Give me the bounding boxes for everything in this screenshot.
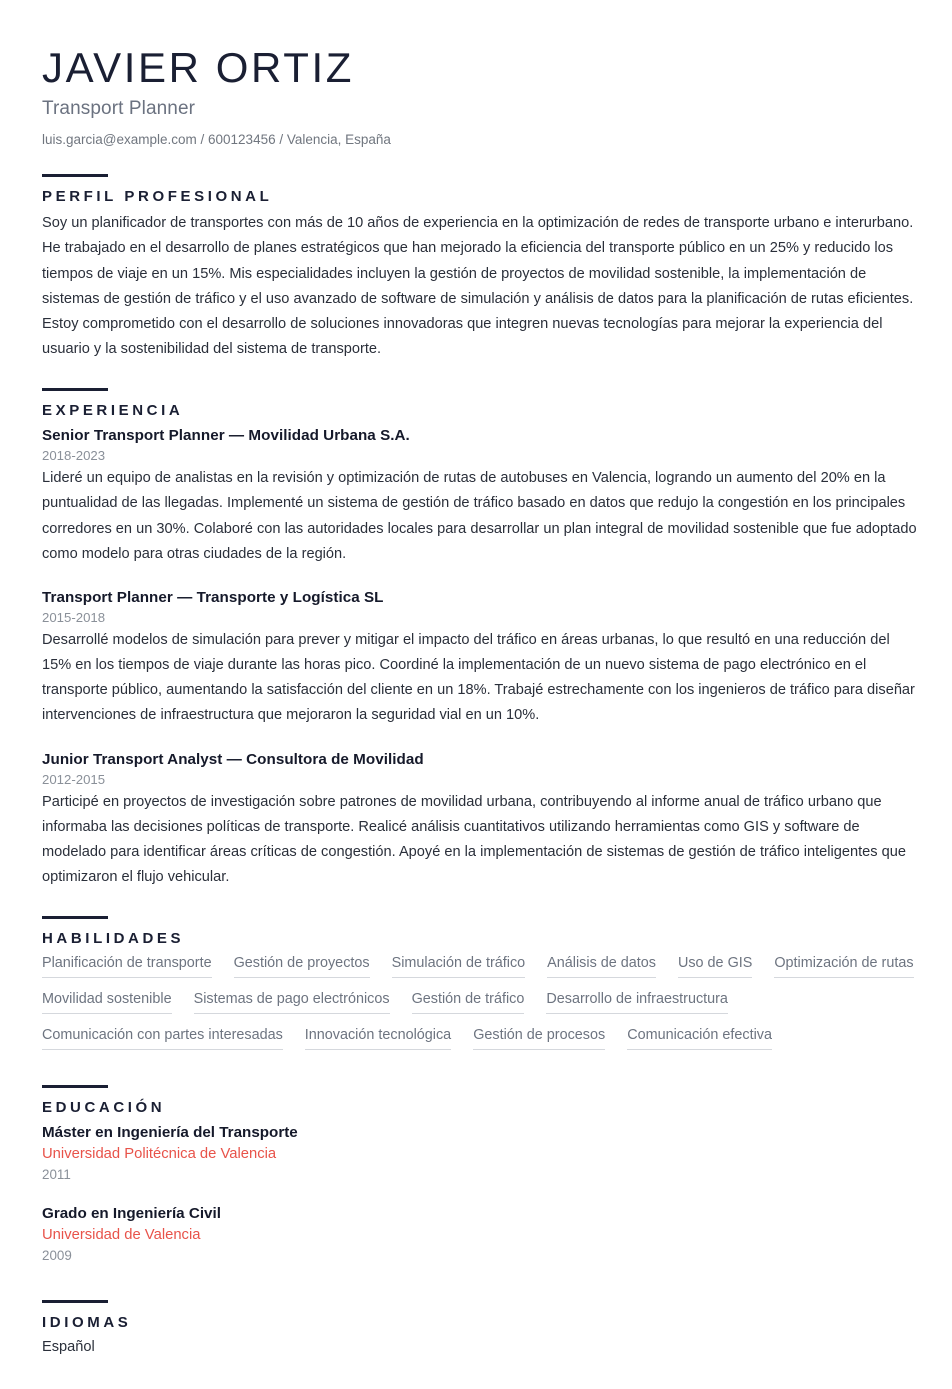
contact-line: luis.garcia@example.com / 600123456 / Valencia, España <box>42 131 391 147</box>
candidate-role: Transport Planner <box>42 98 196 120</box>
section-education <box>42 1085 920 1266</box>
section-title-profile: PERFIL PROFESIONAL <box>42 188 273 206</box>
skill-tag: Uso de GIS <box>678 953 752 978</box>
experience-entry <box>42 749 920 891</box>
education-year: 2009 <box>42 1248 72 1264</box>
skill-tag: Comunicación efectiva <box>627 1025 772 1050</box>
education-degree: Máster en Ingeniería del Transporte <box>42 1123 298 1141</box>
section-experience <box>42 388 920 890</box>
skill-tag: Gestión de proyectos <box>234 953 370 978</box>
job-title: Senior Transport Planner — Movilidad Urbana S.A. <box>42 426 410 444</box>
profile-summary-text: Soy un planificador de transportes con más de 10 años de experiencia en la optimización de redes de transporte urbano e interurbano. He trabajado en el desarrollo de planes estratégicos que han mejorado la eficiencia del transporte público en un 25% y reducido los tiempos de viaje en un 15%. Mis especialidades incluyen la gestión de proyectos de movilidad sostenible, la implementación de sistemas de gestión de tráfico y el uso avanzado de software de simulación y análisis de datos para la planificación de rutas eficientes. Estoy comprometido con el desarrollo de soluciones innovadoras que integren nuevas tecnologías para mejorar la experiencia del usuario y la sostenibilidad del sistema de transporte. <box>42 215 914 357</box>
skill-tag: Simulación de tráfico <box>392 953 526 978</box>
job-title: Junior Transport Analyst — Consultora de Movilidad <box>42 750 424 768</box>
education-year: 2011 <box>42 1167 71 1183</box>
skill-tag: Innovación tecnológica <box>305 1025 451 1050</box>
education-entry <box>42 1122 920 1185</box>
section-divider-rule <box>42 174 108 177</box>
skill-tag: Planificación de transporte <box>42 953 212 978</box>
section-title-education: EDUCACIÓN <box>42 1098 166 1116</box>
section-title-experience: EXPERIENCIA <box>42 401 184 419</box>
section-title-languages: IDIOMAS <box>42 1313 132 1331</box>
experience-entry <box>42 425 920 567</box>
section-divider-rule <box>42 1085 108 1088</box>
section-skills <box>42 916 920 1061</box>
job-description: Desarrollé modelos de simulación para prever y mitigar el impacto del tráfico en áreas urbanas, lo que resultó en una reducción del 15% en los tiempos de viaje durante las horas pico. Coordiné la implementación de un nuevo sistema de pago electrónico en el transporte público, aumentando la satisfacción del cliente en un 18%. Trabajé estrechamente con los ingenieros de tráfico para diseñar intervenciones de infraestructura que mejoraron la seguridad vial en un 10%. <box>42 632 915 724</box>
education-institution: Universidad de Valencia <box>42 1226 201 1243</box>
skills-list <box>42 953 920 1061</box>
education-institution: Universidad Politécnica de Valencia <box>42 1145 277 1162</box>
section-title-skills: HABILIDADES <box>42 930 185 948</box>
job-dates: 2015-2018 <box>42 610 106 626</box>
section-divider-rule <box>42 388 108 391</box>
resume-header <box>42 44 920 148</box>
skill-tag: Gestión de procesos <box>473 1025 605 1050</box>
skill-tag: Comunicación con partes interesadas <box>42 1025 283 1050</box>
section-languages <box>42 1300 920 1359</box>
language-item: Español <box>42 1338 95 1355</box>
skill-tag: Sistemas de pago electrónicos <box>194 989 390 1014</box>
section-profile <box>42 174 920 362</box>
section-divider-rule <box>42 916 108 919</box>
job-dates: 2018-2023 <box>42 448 106 464</box>
education-entry <box>42 1203 920 1266</box>
candidate-name: JAVIER ORTIZ <box>42 44 355 91</box>
skill-tag: Desarrollo de infraestructura <box>546 989 728 1014</box>
job-title: Transport Planner — Transporte y Logística SL <box>42 588 384 606</box>
education-degree: Grado en Ingeniería Civil <box>42 1204 221 1222</box>
skill-tag: Análisis de datos <box>547 953 656 978</box>
skill-tag: Gestión de tráfico <box>412 989 525 1014</box>
section-divider-rule <box>42 1300 108 1303</box>
skill-tag: Optimización de rutas <box>774 953 913 978</box>
job-description: Participé en proyectos de investigación sobre patrones de movilidad urbana, contribuyendo al informe anual de tráfico urbano que informaba las decisiones políticas de transporte. Realicé análisis cuantitativos utilizando herramientas como GIS y software de modelado para identificar áreas críticas de congestión. Apoyé en la implementación de sistemas de gestión de tráfico inteligentes que optimizaron el flujo vehicular. <box>42 793 906 886</box>
job-description: Lideré un equipo de analistas en la revisión y optimización de rutas de autobuses en Valencia, logrando un aumento del 20% en la puntualidad de las llegadas. Implementé un sistema de gestión de tráfico basado en datos que redujo la congestión en los principales corredores en un 30%. Colaboré con las autoridades locales para desarrollar un plan integral de movilidad sostenible que fue adoptado como modelo para otras ciudades de la región. <box>42 470 917 562</box>
job-dates: 2012-2015 <box>42 771 106 787</box>
experience-entry <box>42 587 920 729</box>
skill-tag: Movilidad sostenible <box>42 989 172 1014</box>
